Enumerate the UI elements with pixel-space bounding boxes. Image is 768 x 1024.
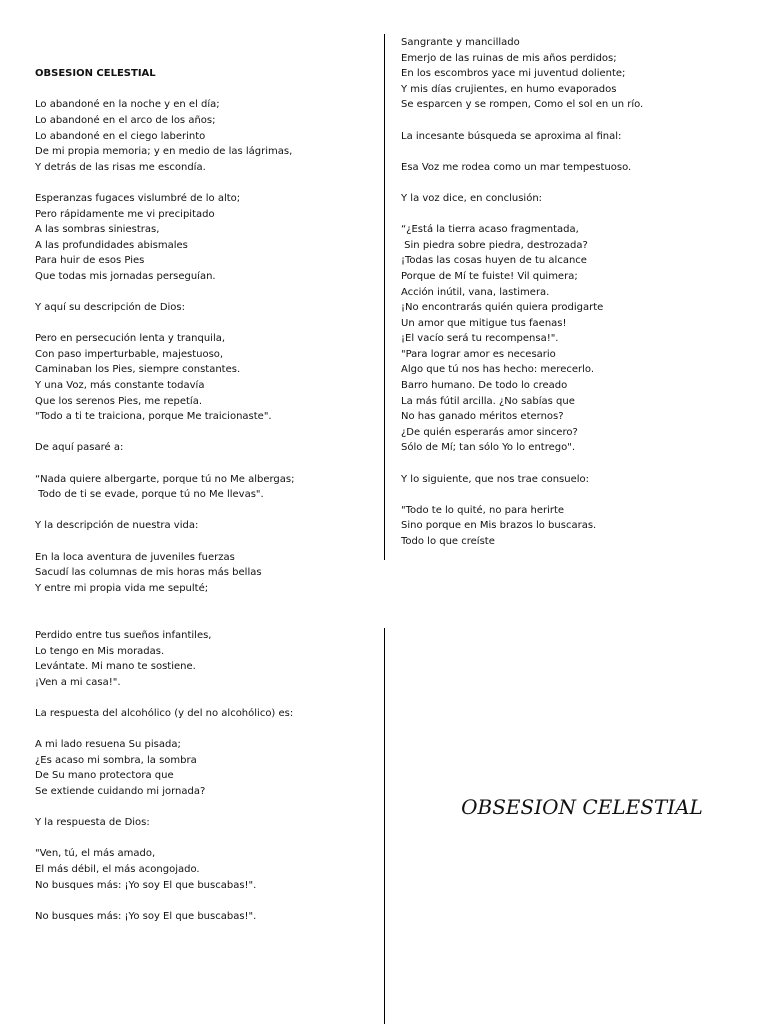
text-line: [35, 175, 370, 191]
text-line: Y entre mi propia vida me sepulté;: [35, 582, 209, 594]
bottom-left-text-column: [35, 628, 370, 924]
text-line: ¡No encontrarás quién quiera prodigarte: [401, 302, 604, 314]
text-line: De aquí pasaré a:: [35, 442, 124, 454]
text-line: ¡El vacío será tu recompensa!".: [401, 333, 559, 345]
text-line: [35, 690, 370, 706]
text-line: Lo abandoné en el ciego laberinto: [35, 130, 206, 142]
text-line: Pero en persecución lenta y tranquila,: [35, 333, 226, 345]
text-line: ¿De quién esperarás amor sincero?: [401, 426, 578, 438]
text-line: [35, 316, 370, 332]
top-right-text-column: [401, 35, 756, 550]
text-line: Sino porque en Mis brazos lo buscaras.: [401, 520, 597, 532]
text-line: Con paso imperturbable, majestuoso,: [35, 348, 224, 360]
text-line: Y la descripción de nuestra vida:: [35, 520, 199, 532]
text-line: ¡Ven a mi casa!".: [35, 676, 121, 688]
text-line: Algo que tú nos has hecho: merecerlo.: [401, 364, 595, 376]
text-line: Caminaban los Pies, siempre constantes.: [35, 364, 241, 376]
text-line: [401, 487, 756, 503]
text-line: Lo abandoné en la noche y en el día;: [35, 99, 220, 111]
bottom-column-divider: [384, 628, 385, 1024]
text-line: [401, 144, 756, 160]
text-line: [401, 456, 756, 472]
text-line: Emerjo de las ruinas de mis años perdidos;: [401, 52, 617, 64]
text-line: Y aquí su descripción de Dios:: [35, 302, 185, 314]
text-line: Y una Voz, más constante todavía: [35, 380, 205, 392]
text-line: Lo tengo en Mis moradas.: [35, 645, 165, 657]
text-line: Y detrás de las risas me escondía.: [35, 161, 206, 173]
text-line: "Todo a ti te traiciona, porque Me traicionaste".: [35, 411, 272, 423]
text-line: [35, 456, 370, 472]
text-line: ¡Todas las cosas huyen de tu alcance: [401, 255, 587, 267]
text-line: En los escombros yace mi juventud doliente;: [401, 68, 626, 80]
poem-title: OBSESION CELESTIAL: [35, 68, 156, 80]
text-line: [35, 893, 370, 909]
text-line: Sin piedra sobre piedra, destrozada?: [401, 239, 588, 251]
text-line: Todo de ti se evade, porque tú no Me llevas".: [35, 489, 264, 501]
text-line: Perdido entre tus sueños infantiles,: [35, 630, 212, 641]
text-line: Todo lo que creíste: [401, 536, 495, 547]
text-line: Y mis días crujientes, en humo evaporados: [401, 83, 617, 95]
text-line: Que todas mis jornadas perseguían.: [35, 270, 216, 282]
text-line: Levántate. Mi mano te sostiene.: [35, 661, 196, 673]
text-line: A las sombras siniestras,: [35, 224, 160, 236]
text-line: "Todo te lo quité, no para herirte: [401, 504, 565, 516]
text-line: La incesante búsqueda se aproxima al final:: [401, 130, 622, 142]
text-line: El más débil, el más acongojado.: [35, 863, 200, 875]
text-line: [401, 207, 756, 223]
text-line: [35, 800, 370, 816]
text-line: “Nada quiere albergarte, porque tú no Me albergas;: [35, 473, 295, 485]
text-line: A las profundidades abismales: [35, 239, 188, 251]
text-line: Y lo siguiente, que nos trae consuelo:: [401, 473, 590, 485]
text-line: No busques más: ¡Yo soy El que buscabas!".: [35, 879, 257, 891]
text-line: Sólo de Mí; tan sólo Yo lo entrego".: [401, 442, 575, 454]
text-line: [401, 175, 756, 191]
text-line: No has ganado méritos eternos?: [401, 411, 564, 423]
text-line: Esperanzas fugaces vislumbré de lo alto;: [35, 192, 241, 204]
text-line: [401, 113, 756, 129]
text-line: Que los serenos Pies, me repetía.: [35, 395, 203, 407]
text-line: Barro humano. De todo lo creado: [401, 380, 568, 392]
text-line: Un amor que mitigue tus faenas!: [401, 317, 567, 329]
top-column-divider: [384, 34, 385, 560]
text-line: Sangrante y mancillado: [401, 37, 520, 48]
cover-title: OBSESION CELESTIAL: [461, 795, 703, 819]
text-line: "Ven, tú, el más amado,: [35, 848, 156, 860]
text-line: Acción inútil, vana, lastimera.: [401, 286, 550, 298]
text-line: "Para lograr amor es necesario: [401, 348, 556, 360]
text-line: En la loca aventura de juveniles fuerzas: [35, 551, 235, 563]
text-line: Para huir de esos Pies: [35, 255, 145, 267]
text-line: Se extiende cuidando mi jornada?: [35, 785, 206, 797]
text-line: ¿Es acaso mi sombra, la sombra: [35, 754, 197, 766]
text-line: Pero rápidamente me vi precipitado: [35, 208, 215, 220]
text-line: A mi lado resuena Su pisada;: [35, 739, 181, 751]
text-line: No busques más: ¡Yo soy El que buscabas!".: [35, 910, 257, 922]
text-line: Sacudí las columnas de mis horas más bellas: [35, 567, 262, 579]
text-line: Esa Voz me rodea como un mar tempestuoso.: [401, 161, 632, 173]
text-line: [35, 285, 370, 301]
top-left-text-column: [35, 35, 370, 596]
text-line: [35, 534, 370, 550]
text-line: [35, 503, 370, 519]
text-line: “¿Está la tierra acaso fragmentada,: [401, 224, 579, 236]
text-line: [35, 722, 370, 738]
text-line: [35, 831, 370, 847]
text-line: De Su mano protectora que: [35, 770, 174, 782]
text-line: De mi propia memoria; y en medio de las lágrimas,: [35, 146, 293, 158]
text-line: [35, 425, 370, 441]
text-line: Se esparcen y se rompen, Como el sol en un río.: [401, 99, 644, 111]
text-line: La más fútil arcilla. ¿No sabías que: [401, 395, 575, 407]
text-line: Lo abandoné en el arco de los años;: [35, 114, 216, 126]
text-line: Y la voz dice, en conclusión:: [401, 192, 543, 204]
text-line: Porque de Mí te fuiste! Vil quimera;: [401, 270, 578, 282]
text-line: La respuesta del alcohólico (y del no alcohólico) es:: [35, 707, 294, 719]
text-line: Y la respuesta de Dios:: [35, 817, 150, 829]
